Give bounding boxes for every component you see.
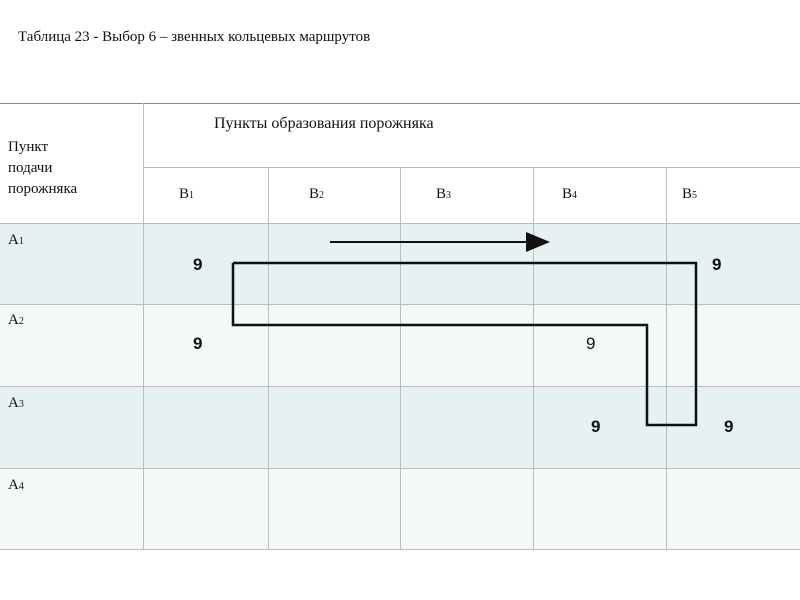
row-subscript: 4 [18, 481, 24, 492]
table-title: Таблица 23 - Выбор 6 – звенных кольцевых маршрутов [18, 29, 371, 45]
column-subscript: 3 [446, 190, 452, 201]
cell-value-a3-b4: 9 [591, 417, 601, 436]
row-subscript: 2 [18, 316, 24, 327]
column-subscript: 1 [189, 190, 195, 201]
column-subscript: 4 [572, 190, 578, 201]
corner-header-line-3: порожняка [8, 181, 78, 197]
column-letter: B [562, 186, 573, 202]
column-letter: B [309, 186, 320, 202]
column-letter: B [436, 186, 447, 202]
column-subscript: 2 [319, 190, 325, 201]
row-letter: A [8, 232, 19, 248]
row-subscript: 1 [18, 236, 24, 247]
column-letter: B [179, 186, 190, 202]
group-header: Пункты образования порожняка [214, 115, 434, 132]
row-letter: A [8, 312, 19, 328]
cell-value-a2-b1: 9 [193, 334, 203, 353]
cell-value-a1-b1: 9 [193, 255, 203, 274]
ring-route-line [233, 263, 696, 425]
row-letter: A [8, 395, 19, 411]
row-subscript: 3 [18, 399, 24, 410]
column-letter: B [682, 186, 693, 202]
corner-header-line-2: подачи [8, 160, 53, 176]
cell-value-a3-b5: 9 [724, 417, 734, 436]
corner-header-line-1: Пункт [8, 139, 49, 155]
row-letter: A [8, 477, 19, 493]
column-subscript: 5 [692, 190, 698, 201]
cell-value-a2-b4: 9 [586, 334, 596, 353]
cell-value-a1-b5: 9 [712, 255, 722, 274]
